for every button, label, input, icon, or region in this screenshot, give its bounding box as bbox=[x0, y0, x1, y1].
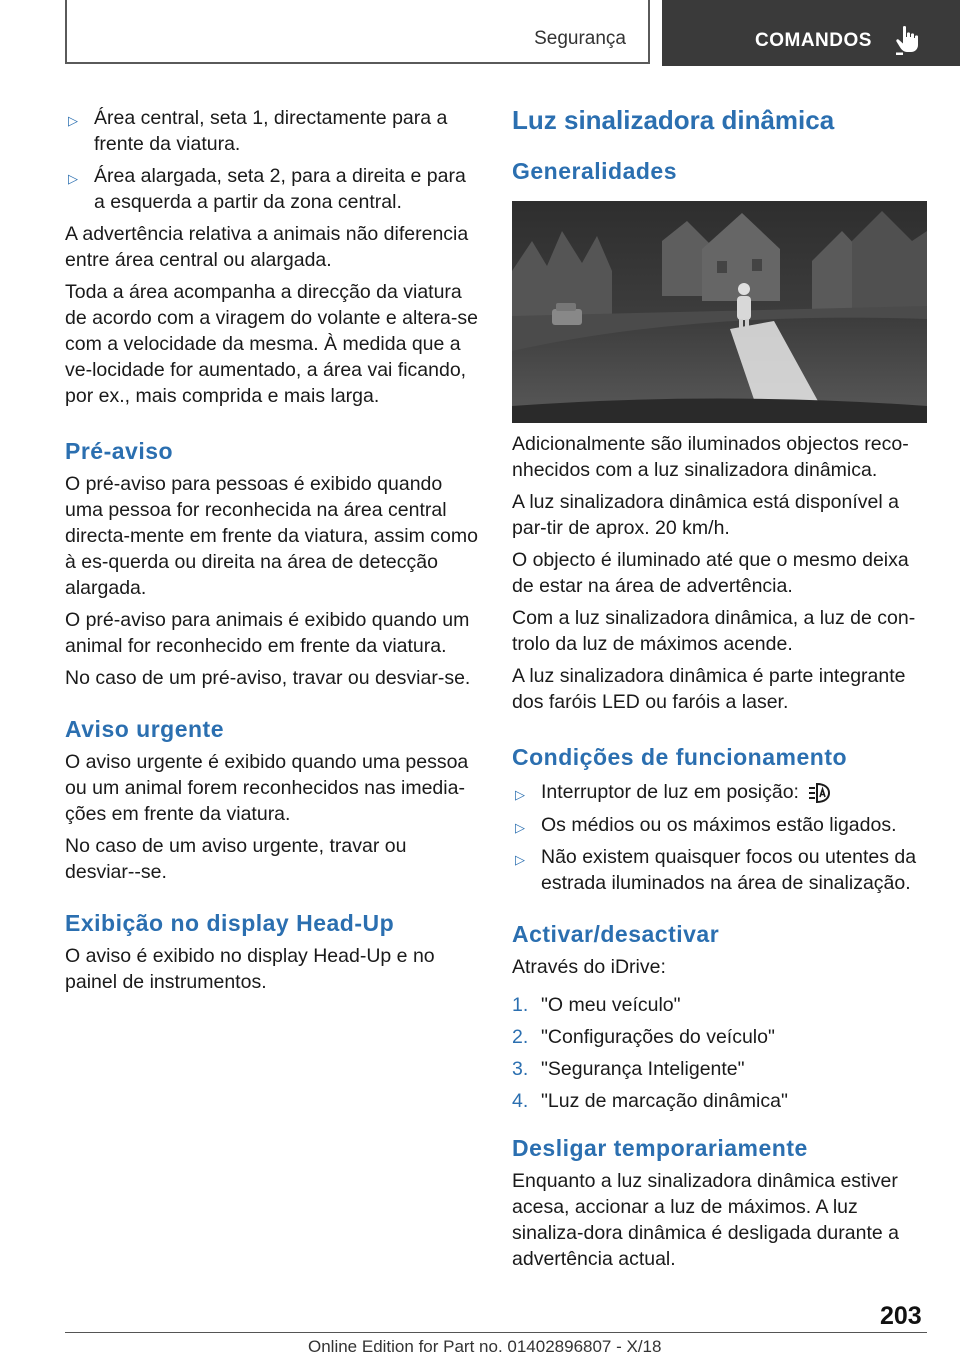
header-frame bbox=[65, 0, 650, 64]
paragraph: No caso de um pré-aviso, travar ou desviar-se. bbox=[65, 667, 471, 689]
heading-luz-sinalizadora: Luz sinalizadora dinâmica bbox=[512, 105, 835, 135]
step-item: 2. "Configurações do veículo" bbox=[512, 1025, 775, 1048]
heading-head-up: Exibição no display Head-Up bbox=[65, 910, 395, 936]
paragraph: A luz sinalizadora dinâmica está disponível a par-tir de aprox. 20 km/h. bbox=[512, 491, 899, 539]
paragraph: O aviso é exibido no display Head-Up e no painel de instrumentos. bbox=[65, 945, 435, 993]
paragraph: Toda a área acompanha a direcção da viatura de acordo com a viragem do volante e altera-se com a velocidade da mesma. À medida que a ve-locidade for aumentado, a área vai ficando, por ex., mais comprida e mais larga. bbox=[65, 281, 478, 407]
footer-divider bbox=[65, 1332, 927, 1333]
step-item: 1. "O meu veículo" bbox=[512, 993, 681, 1016]
paragraph: O objecto é iluminado até que o mesmo deixa de estar na área de advertência. bbox=[512, 549, 909, 597]
list-item: ▷ Interruptor de luz em posição: bbox=[512, 779, 932, 806]
chapter-tab bbox=[662, 0, 960, 66]
paragraph: O pré-aviso para pessoas é exibido quando uma pessoa for reconhecida na área central directa-mente em frente da viatura, assim como à es-querda ou direita na área de detecção alargada. bbox=[65, 473, 478, 599]
paragraph: Com a luz sinalizadora dinâmica, a luz de con-trolo da luz de máximos acende. bbox=[512, 607, 916, 655]
step-item: 3. "Segurança Inteligente" bbox=[512, 1057, 745, 1080]
edition-note: Online Edition for Part no. 01402896807 - X/18 bbox=[308, 1337, 662, 1356]
triangle-bullet-icon: ▷ bbox=[515, 787, 525, 802]
paragraph: O pré-aviso para animais é exibido quando um animal for reconhecido em frente da viatura. bbox=[65, 609, 470, 657]
list-item: ▷ Não existem quaisquer focos ou utentes da estrada iluminados na área de sinalização. bbox=[515, 845, 917, 894]
triangle-bullet-icon: ▷ bbox=[515, 819, 525, 835]
section-title: Segurança bbox=[534, 28, 626, 49]
step-item: 4. "Luz de marcação dinâmica" bbox=[512, 1089, 788, 1112]
heading-pre-aviso: Pré-aviso bbox=[65, 438, 174, 464]
triangle-bullet-icon: ▷ bbox=[68, 171, 78, 186]
paragraph: O aviso urgente é exibido quando uma pessoa ou um animal forem reconhecidos nas imedia-ções em frente da viatura. bbox=[65, 751, 469, 825]
paragraph: A advertência relativa a animais não diferencia entre área central ou alargada. bbox=[65, 223, 469, 271]
paragraph: No caso de um aviso urgente, travar ou desviar--se. bbox=[65, 835, 407, 883]
night-road-photo bbox=[512, 201, 927, 423]
hand-pointer-icon bbox=[895, 25, 919, 55]
list-item: ▷ Área alargada, seta 2, para a direita e para a esquerda a partir da zona central. bbox=[68, 165, 466, 213]
triangle-bullet-icon: ▷ bbox=[68, 113, 78, 128]
auto-headlight-icon bbox=[807, 780, 835, 806]
list-item: ▷ Área central, seta 1, directamente para a frente da viatura. bbox=[68, 107, 448, 155]
heading-generalidades: Generalidades bbox=[512, 158, 678, 184]
list-item: ▷ Os médios ou os máximos estão ligados. bbox=[512, 812, 932, 838]
left-column bbox=[65, 105, 480, 1001]
paragraph: Através do iDrive: bbox=[512, 955, 666, 978]
heading-activar: Activar/desactivar bbox=[512, 920, 720, 947]
paragraph: Adicionalmente são iluminados objectos reco-nhecidos com a luz sinalizadora dinâmica. bbox=[512, 433, 909, 481]
paragraph: Enquanto a luz sinalizadora dinâmica estiver acesa, accionar a luz de máximos. A luz sinaliza-dora dinâmica é desligada durante a advertência actual. bbox=[512, 1169, 899, 1270]
heading-aviso-urgente: Aviso urgente bbox=[65, 716, 225, 742]
triangle-bullet-icon: ▷ bbox=[515, 851, 525, 867]
chapter-tab-label: COMANDOS bbox=[755, 30, 872, 51]
right-column bbox=[512, 105, 932, 1278]
heading-desligar: Desligar temporariamente bbox=[512, 1134, 808, 1161]
heading-condicoes: Condições de funcionamento bbox=[512, 744, 848, 770]
paragraph: A luz sinalizadora dinâmica é parte integrante dos faróis LED ou faróis a laser. bbox=[512, 665, 906, 713]
page-number: 203 bbox=[880, 1302, 922, 1330]
